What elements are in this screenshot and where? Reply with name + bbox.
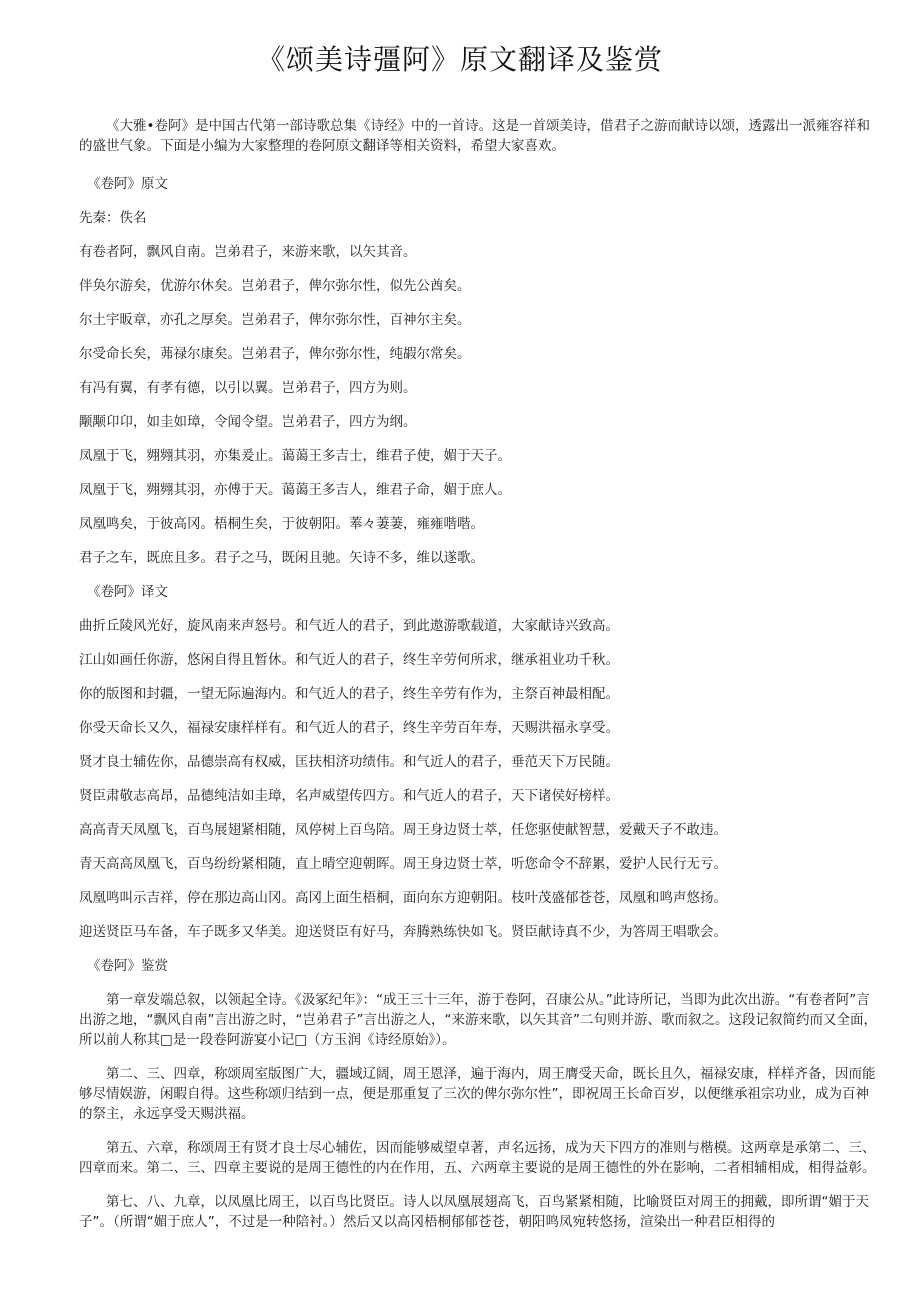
appreciation-paragraph: 第一章发端总叙，以领起全诗。《汲冢纪年》：“成王三十三年，游于卷阿，召康公从。”此诗所记，当即为此次出游。“有卷者阿”言出游之地，“飘风自南”言出游之时，“岂弟君子”言出游之人，“来游来歌，以矢其音”二句则并游、歌而叙之。这段记叙简约而又全面，所以前人称其□是一段卷阿游宴小记□（方玉润《诗经原始》）。: [79, 992, 877, 1048]
original-line: 伴奂尔游矣，优游尔休矣。岂弟君子，俾尔弥尔性，似先公酋矣。: [79, 278, 471, 294]
translation-line: 贤臣肃敬志高昂，品德纯洁如圭璋，名声威望传四方。和气近人的君子，天下诸侯好榜样。: [79, 788, 619, 804]
translation-line: 曲折丘陵风光好，旋风南来声怒号。和气近人的君子，到此遨游歌载道，大家献诗兴致高。: [79, 618, 619, 634]
article-body: [79, 116, 879, 1246]
original-line: 凤凰于飞，翙翙其羽，亦集爰止。蔼蔼王多吉士，维君子使，媚于天子。: [79, 448, 511, 464]
translation-line: 高高青天凤凰飞，百鸟展翅紧相随，凤停树上百鸟陪。周王身边贤士萃，任您驱使献智慧，爱戴天子不敢违。: [79, 822, 727, 838]
page-title: 《颂美诗彊阿》原文翻译及鉴赏: [256, 43, 663, 76]
translation-line: 你的版图和封疆，一望无际遍海内。和气近人的君子，终生辛劳有作为，主祭百神最相配。: [79, 686, 619, 702]
translation-line: 迎送贤臣马车备，车子既多又华美。迎送贤臣有好马，奔腾熟练快如飞。贤臣献诗真不少，为答周王唱歌会。: [79, 924, 727, 940]
translation-heading: 《卷阿》译文: [87, 584, 168, 600]
translation-line: 你受天命长又久，福禄安康样样有。和气近人的君子，终生辛劳百年寿，天赐洪福永享受。: [79, 720, 619, 736]
translation-line: 贤才良士辅佐你，品德崇高有权威，匡扶相济功绩伟。和气近人的君子，垂范天下万民随。: [79, 754, 619, 770]
original-author: 先秦：佚名: [79, 210, 147, 226]
original-line: 凤凰鸣矣，于彼高冈。梧桐生矣，于彼朝阳。菶々萋萋，雍雍喈喈。: [79, 516, 484, 532]
translation-line: 凤凰鸣叫示吉祥，停在那边高山冈。高冈上面生梧桐，面向东方迎朝阳。枝叶茂盛郁苍苍，凤凰和鸣声悠扬。: [79, 890, 727, 906]
intro-paragraph: 《大雅•卷阿》是中国古代第一部诗歌总集《诗经》中的一首诗。这是一首颂美诗，借君子之游而献诗以颂，透露出一派雍容祥和的盛世气象。下面是小编为大家整理的卷阿原文翻译等相关资料，希望大家喜欢。: [79, 118, 870, 154]
original-line: 尔土宇昄章，亦孔之厚矣。岂弟君子，俾尔弥尔性，百神尔主矣。: [79, 312, 471, 328]
original-line: 有冯有翼，有孝有德，以引以翼。岂弟君子，四方为则。: [79, 380, 417, 396]
original-line: 凤凰于飞，翙翙其羽，亦傅于天。蔼蔼王多吉人，维君子命，媚于庶人。: [79, 482, 511, 498]
original-line: 颙颙卬卬，如圭如璋，令闻令望。岂弟君子，四方为纲。: [79, 414, 417, 430]
appreciation-paragraph: 第七、八、九章，以凤凰比周王，以百鸟比贤臣。诗人以凤凰展翅高飞，百鸟紧紧相随，比喻贤臣对周王的拥戴，即所谓“媚于天子”。（所谓“媚于庶人”，不过是一种陪衬。）然后又以高冈梧桐郁郁苍苍，朝阳鸣凤宛转悠扬，渲染出一种君臣相得的: [79, 1194, 869, 1230]
original-line: 尔受命长矣，茀禄尔康矣。岂弟君子，俾尔弥尔性，纯嘏尔常矣。: [79, 346, 471, 362]
original-line: 有卷者阿，飘风自南。岂弟君子，来游来歌，以矢其音。: [79, 244, 417, 260]
appreciation-heading: 《卷阿》鉴赏: [87, 958, 168, 974]
translation-line: 江山如画任你游，悠闲自得且暂休。和气近人的君子，终生辛劳何所求，继承祖业功千秋。: [79, 652, 619, 668]
original-line: 君子之车，既庶且多。君子之马，既闲且驰。矢诗不多，维以遂歌。: [79, 550, 484, 566]
translation-line: 青天高高凤凰飞，百鸟纷纷紧相随，直上晴空迎朝晖。周王身边贤士萃，听您命令不辞累，爱护人民行无亏。: [79, 856, 727, 872]
appreciation-paragraph: 第五、六章，称颂周王有贤才良士尽心辅佐，因而能够威望卓著，声名远扬，成为天下四方的准则与楷模。这两章是承第二、三、四章而来。第二、三、四章主要说的是周王德性的内在作用，五、六两章主要说的是周王德性的外在影响，二者相辅相成，相得益彰。: [79, 1140, 876, 1176]
original-heading: 《卷阿》原文: [87, 176, 168, 192]
appreciation-paragraph: 第二、三、四章，称颂周室版图广大，疆域辽阔，周王恩泽，遍于海内，周王膺受天命，既长且久，福禄安康，样样齐备，因而能够尽情娱游，闲暇自得。这些称颂归结到一点，便是那重复了三次的俾尔弥尔性”，即祝周王长命百岁，以便继承祖宗功业，成为百神的祭主，永远享受天赐洪福。: [79, 1066, 876, 1122]
